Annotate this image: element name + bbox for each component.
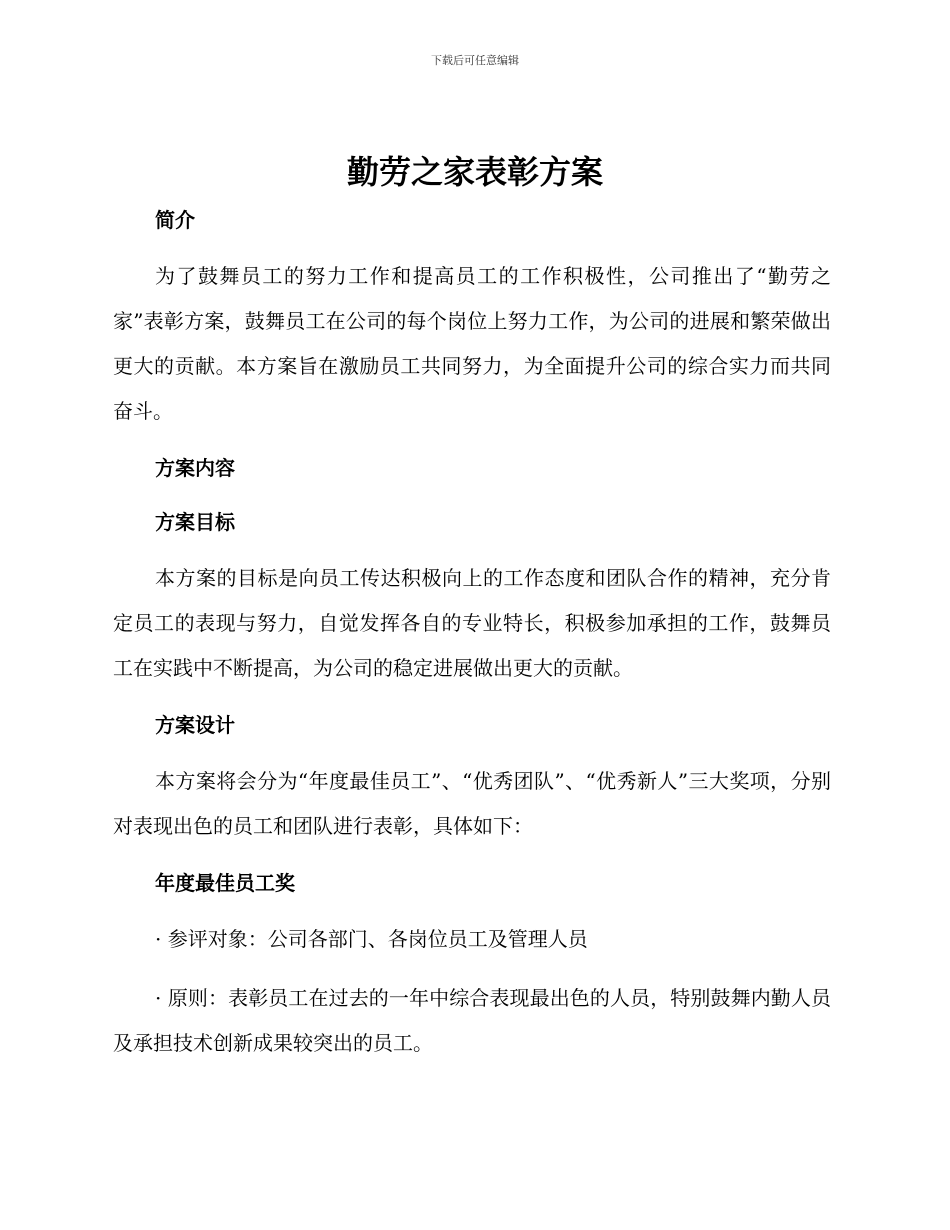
- header-note: 下载后可任意编辑: [431, 54, 519, 67]
- intro-heading: 简介: [155, 208, 195, 232]
- goal-heading: 方案目标: [155, 510, 235, 534]
- spacer: [113, 962, 831, 976]
- document-body: [113, 200, 831, 1066]
- spacer: [113, 434, 831, 448]
- goal-paragraph: 本方案的目标是向员工传达积极向上的工作态度和团队合作的精神，充分肯定员工的表现与努力，自觉发挥各自的专业特长，积极参加承担的工作，鼓舞员工在实践中不断提高，为公司的稳定进展做出更大的贡献。: [113, 566, 831, 680]
- spacer: [113, 903, 831, 917]
- design-paragraph: 本方案将会分为“年度最佳员工”、“优秀团队”、“优秀新人”三大奖项，分别对表现出色的员工和团队进行表彰，具体如下：: [113, 769, 831, 838]
- spacer: [113, 691, 831, 705]
- design-heading: 方案设计: [155, 713, 235, 737]
- spacer: [113, 240, 831, 254]
- spacer: [113, 542, 831, 556]
- spacer: [113, 849, 831, 863]
- award-principle-item: · 原则：表彰员工在过去的一年中综合表现最出色的人员，特别鼓舞内勤人员及承担技术创新成果较突出的员工。: [113, 986, 831, 1055]
- award-heading: 年度最佳员工奖: [155, 871, 295, 895]
- content-heading: 方案内容: [155, 456, 235, 480]
- intro-paragraph: 为了鼓舞员工的努力工作和提高员工的工作积极性，公司推出了“勤劳之家”表彰方案，鼓舞员工在公司的每个岗位上努力工作，为公司的进展和繁荣做出更大的贡献。本方案旨在激励员工共同努力，为全面提升公司的综合实力而共同奋斗。: [113, 264, 831, 423]
- spacer: [113, 488, 831, 502]
- document-title: 勤劳之家表彰方案: [346, 153, 603, 191]
- spacer: [113, 745, 831, 759]
- award-target-item: · 参评对象：公司各部门、各岗位员工及管理人员: [155, 927, 588, 951]
